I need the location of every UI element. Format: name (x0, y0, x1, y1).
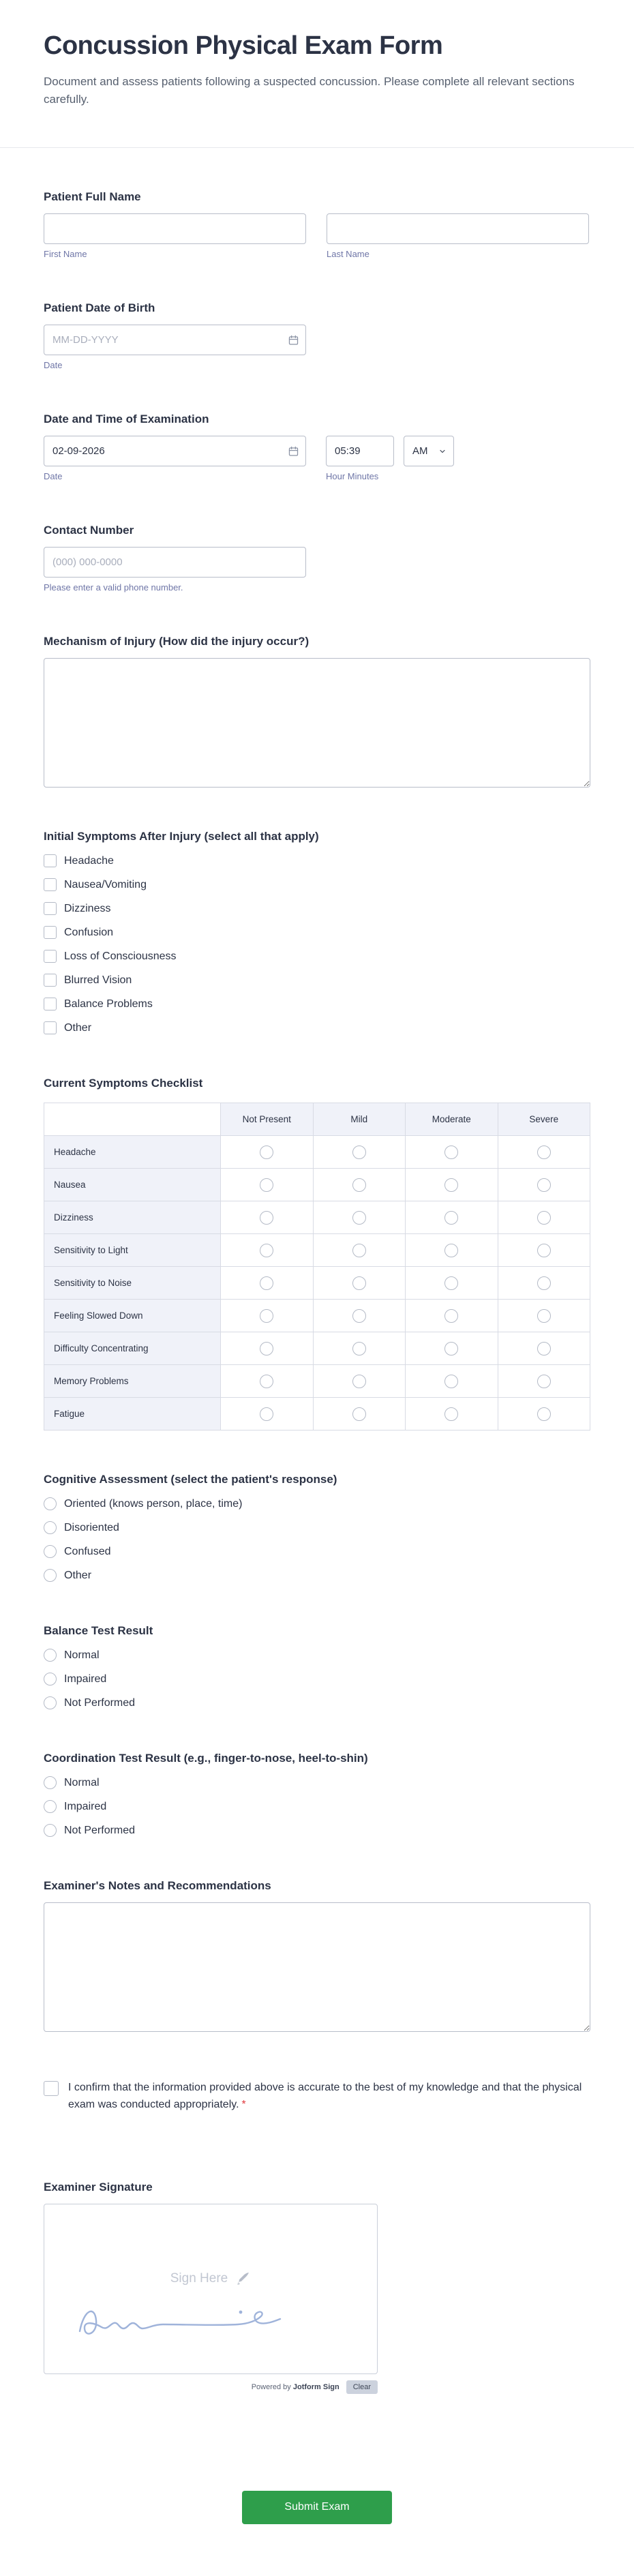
radio-button[interactable] (444, 1276, 458, 1290)
matrix-row-label: Difficulty Concentrating (44, 1332, 220, 1364)
checkbox[interactable] (44, 950, 57, 963)
radio-button[interactable] (444, 1342, 458, 1356)
option-label: Confusion (64, 926, 114, 938)
clear-signature-button[interactable]: Clear (346, 2380, 378, 2394)
initial-symptoms-label: Initial Symptoms After Injury (select all that apply) (44, 830, 319, 843)
radio-button[interactable] (260, 1342, 273, 1356)
confirmation-checkbox[interactable] (44, 2081, 59, 2096)
radio-button[interactable] (44, 1776, 57, 1789)
matrix-column-header: Severe (498, 1103, 590, 1135)
notes-textarea[interactable] (44, 1902, 590, 2032)
radio-button[interactable] (44, 1824, 57, 1837)
question-current-symptoms (44, 1077, 590, 1431)
signature-footer (44, 2380, 378, 2394)
question-initial-symptoms (44, 830, 590, 1034)
radio-option[interactable] (44, 1696, 135, 1709)
checkbox-option[interactable] (44, 1021, 91, 1034)
matrix-radio-cell[interactable] (220, 1300, 313, 1332)
checkbox[interactable] (44, 1021, 57, 1034)
radio-button[interactable] (444, 1145, 458, 1159)
exam-time-input[interactable] (326, 436, 394, 466)
radio-button[interactable] (260, 1309, 273, 1323)
page-title: Concussion Physical Exam Form (44, 31, 443, 60)
radio-button[interactable] (352, 1375, 366, 1388)
checkbox-option[interactable] (44, 950, 177, 963)
radio-button[interactable] (352, 1145, 366, 1159)
matrix-radio-cell[interactable] (405, 1267, 498, 1299)
calendar-icon[interactable] (288, 334, 299, 346)
option-label: Normal (64, 1776, 100, 1788)
radio-button[interactable] (44, 1673, 57, 1686)
radio-button[interactable] (537, 1211, 551, 1225)
checkbox[interactable] (44, 926, 57, 939)
coordination-label: Coordination Test Result (e.g., finger-to-nose, heel-to-shin) (44, 1752, 368, 1765)
radio-button[interactable] (352, 1244, 366, 1257)
matrix-radio-cell[interactable] (498, 1300, 590, 1332)
option-label: Balance Problems (64, 998, 153, 1010)
radio-button[interactable] (444, 1407, 458, 1421)
matrix-radio-cell[interactable] (313, 1300, 406, 1332)
signature-pad[interactable] (44, 2204, 378, 2374)
radio-button[interactable] (260, 1407, 273, 1421)
radio-button[interactable] (260, 1276, 273, 1290)
option-label: Headache (64, 854, 114, 867)
checkbox-option[interactable] (44, 902, 110, 915)
submit-button[interactable]: Submit Exam (242, 2491, 391, 2524)
matrix-row (44, 1201, 590, 1233)
option-label: Oriented (knows person, place, time) (64, 1497, 243, 1510)
matrix-radio-cell[interactable] (498, 1332, 590, 1364)
checkbox-option[interactable] (44, 926, 113, 939)
matrix-radio-cell[interactable] (220, 1332, 313, 1364)
matrix-row-label: Nausea (44, 1169, 220, 1201)
radio-button[interactable] (444, 1375, 458, 1388)
radio-button[interactable] (260, 1178, 273, 1192)
radio-button[interactable] (444, 1178, 458, 1192)
matrix-column-header: Mild (313, 1103, 406, 1135)
radio-button[interactable] (352, 1276, 366, 1290)
matrix-radio-cell[interactable] (313, 1398, 406, 1430)
option-label: Not Performed (64, 1824, 136, 1836)
radio-button[interactable] (260, 1145, 273, 1159)
matrix-radio-cell[interactable] (220, 1365, 313, 1397)
matrix-radio-cell[interactable] (498, 1365, 590, 1397)
coordination-options (44, 1776, 590, 1837)
option-label: Nausea/Vomiting (64, 878, 147, 890)
matrix-row-label: Memory Problems (44, 1365, 220, 1397)
radio-option[interactable] (44, 1800, 106, 1813)
question-exam-datetime (44, 413, 590, 481)
matrix-radio-cell[interactable] (405, 1201, 498, 1233)
matrix-radio-cell[interactable] (220, 1234, 313, 1266)
calendar-icon[interactable] (288, 445, 299, 457)
sign-here-prompt: Sign Here (44, 2271, 377, 2287)
radio-button[interactable] (537, 1178, 551, 1192)
option-label: Blurred Vision (64, 974, 132, 986)
last-name-sublabel: Last Name (327, 249, 369, 259)
radio-option[interactable] (44, 1673, 106, 1686)
radio-button[interactable] (537, 1342, 551, 1356)
confirmation-row (44, 2080, 590, 2114)
matrix-radio-cell[interactable] (405, 1332, 498, 1364)
radio-button[interactable] (44, 1545, 57, 1558)
option-label: Loss of Consciousness (64, 950, 177, 962)
matrix-row-label: Feeling Slowed Down (44, 1300, 220, 1332)
matrix-radio-cell[interactable] (498, 1234, 590, 1266)
contact-number-input[interactable] (44, 547, 306, 578)
matrix-row (44, 1364, 590, 1397)
matrix-radio-cell[interactable] (220, 1201, 313, 1233)
matrix-row-label: Headache (44, 1136, 220, 1168)
chevron-down-icon (438, 447, 447, 455)
matrix-row (44, 1266, 590, 1299)
option-label: Not Performed (64, 1696, 136, 1709)
checkbox-option[interactable] (44, 974, 132, 987)
checkbox[interactable] (44, 998, 57, 1010)
submit-row (44, 2491, 590, 2524)
matrix-radio-cell[interactable] (313, 1201, 406, 1233)
option-label: Other (64, 1021, 92, 1034)
matrix-row (44, 1168, 590, 1201)
last-name-input[interactable] (327, 213, 589, 244)
radio-button[interactable] (444, 1211, 458, 1225)
matrix-row-label: Sensitivity to Noise (44, 1267, 220, 1299)
checkbox[interactable] (44, 854, 57, 867)
radio-button[interactable] (352, 1407, 366, 1421)
exam-time-sublabel: Hour Minutes (326, 471, 379, 481)
matrix-radio-cell[interactable] (313, 1332, 406, 1364)
checkbox-option[interactable] (44, 998, 153, 1010)
question-examiner-notes (44, 1879, 590, 2032)
question-balance-test (44, 1624, 590, 1709)
radio-button[interactable] (537, 1276, 551, 1290)
powered-by-text: Powered by Jotform Sign (251, 2382, 339, 2391)
matrix-row (44, 1397, 590, 1430)
radio-button[interactable] (260, 1244, 273, 1257)
dob-sublabel: Date (44, 360, 63, 370)
matrix-radio-cell[interactable] (313, 1365, 406, 1397)
matrix-radio-cell[interactable] (405, 1398, 498, 1430)
matrix-header-row (44, 1103, 590, 1135)
mechanism-textarea[interactable] (44, 658, 590, 788)
matrix-radio-cell[interactable] (313, 1169, 406, 1201)
pen-icon (235, 2271, 251, 2287)
matrix-radio-cell[interactable] (498, 1136, 590, 1168)
radio-button[interactable] (352, 1211, 366, 1225)
matrix-radio-cell[interactable] (220, 1267, 313, 1299)
checkbox-option[interactable] (44, 854, 114, 867)
radio-option[interactable] (44, 1545, 111, 1558)
matrix-radio-cell[interactable] (313, 1136, 406, 1168)
checkbox[interactable] (44, 878, 57, 891)
first-name-sublabel: First Name (44, 249, 87, 259)
matrix-radio-cell[interactable] (220, 1169, 313, 1201)
matrix-row (44, 1332, 590, 1364)
radio-button[interactable] (537, 1244, 551, 1257)
patient-full-name-label: Patient Full Name (44, 190, 141, 203)
question-examiner-signature (44, 2181, 590, 2394)
matrix-row (44, 1233, 590, 1266)
dob-input[interactable] (44, 325, 306, 355)
option-label: Impaired (64, 1673, 107, 1685)
matrix-row-label: Fatigue (44, 1398, 220, 1430)
question-coordination-test (44, 1752, 590, 1837)
radio-button[interactable] (444, 1309, 458, 1323)
radio-button[interactable] (44, 1800, 57, 1813)
radio-button[interactable] (44, 1497, 57, 1510)
notes-label: Examiner's Notes and Recommendations (44, 1879, 271, 1892)
dob-label: Patient Date of Birth (44, 301, 155, 314)
radio-button[interactable] (44, 1521, 57, 1534)
option-label: Other (64, 1569, 92, 1581)
matrix-radio-cell[interactable] (405, 1169, 498, 1201)
contact-number-hint: Please enter a valid phone number. (44, 582, 183, 593)
matrix-radio-cell[interactable] (313, 1234, 406, 1266)
checkbox[interactable] (44, 902, 57, 915)
matrix-column-header: Moderate (405, 1103, 498, 1135)
matrix-radio-cell[interactable] (498, 1398, 590, 1430)
balance-options (44, 1649, 590, 1709)
question-cognitive-assessment (44, 1473, 590, 1582)
matrix-radio-cell[interactable] (405, 1300, 498, 1332)
required-asterisk: * (241, 2098, 246, 2110)
radio-option[interactable] (44, 1776, 100, 1789)
option-label: Normal (64, 1649, 100, 1661)
symptoms-table-label: Current Symptoms Checklist (44, 1077, 203, 1090)
radio-option[interactable] (44, 1649, 100, 1662)
exam-date-sublabel: Date (44, 471, 63, 481)
checkbox[interactable] (44, 974, 57, 987)
meridiem-value: AM (412, 445, 428, 457)
mechanism-label: Mechanism of Injury (How did the injury occur?) (44, 635, 310, 648)
meridiem-select[interactable] (404, 436, 454, 466)
radio-option[interactable] (44, 1521, 119, 1534)
symptoms-table (44, 1103, 590, 1431)
signature-label: Examiner Signature (44, 2180, 153, 2193)
signature-scribble (70, 2292, 302, 2346)
balance-label: Balance Test Result (44, 1624, 153, 1637)
option-label: Confused (64, 1545, 111, 1557)
cognitive-options (44, 1497, 590, 1582)
matrix-radio-cell[interactable] (498, 1169, 590, 1201)
radio-button[interactable] (537, 1145, 551, 1159)
header-divider (0, 147, 634, 148)
radio-button[interactable] (352, 1342, 366, 1356)
question-date-of-birth (44, 301, 590, 370)
radio-button[interactable] (44, 1696, 57, 1709)
radio-button[interactable] (44, 1569, 57, 1582)
radio-button[interactable] (537, 1375, 551, 1388)
question-mechanism-of-injury (44, 635, 590, 788)
exam-date-input[interactable] (44, 436, 306, 466)
contact-number-label: Contact Number (44, 524, 134, 537)
matrix-row (44, 1299, 590, 1332)
exam-datetime-label: Date and Time of Examination (44, 413, 209, 425)
page-subtitle: Document and assess patients following a suspected concussion. Please complete all relevant sections carefully. (44, 75, 575, 106)
matrix-row (44, 1135, 590, 1168)
confirmation-text: I confirm that the information provided above is accurate to the best of my knowledge and that the physical exam was conducted appropriately. * (68, 2082, 582, 2110)
question-contact-number (44, 524, 590, 593)
option-label: Dizziness (64, 902, 111, 914)
radio-option[interactable] (44, 1824, 135, 1837)
matrix-radio-cell[interactable] (405, 1365, 498, 1397)
radio-button[interactable] (352, 1309, 366, 1323)
radio-option[interactable] (44, 1497, 242, 1510)
matrix-radio-cell[interactable] (220, 1398, 313, 1430)
cognitive-label: Cognitive Assessment (select the patient's response) (44, 1473, 337, 1486)
matrix-corner-cell (44, 1103, 220, 1135)
matrix-row-label: Dizziness (44, 1201, 220, 1233)
radio-button[interactable] (537, 1309, 551, 1323)
matrix-radio-cell[interactable] (498, 1267, 590, 1299)
matrix-radio-cell[interactable] (220, 1136, 313, 1168)
radio-button[interactable] (352, 1178, 366, 1192)
matrix-radio-cell[interactable] (405, 1234, 498, 1266)
radio-button[interactable] (44, 1649, 57, 1662)
matrix-row-label: Sensitivity to Light (44, 1234, 220, 1266)
option-label: Impaired (64, 1800, 107, 1812)
matrix-column-header: Not Present (220, 1103, 313, 1135)
radio-button[interactable] (260, 1211, 273, 1225)
question-patient-full-name (44, 190, 590, 259)
matrix-radio-cell[interactable] (313, 1267, 406, 1299)
radio-button[interactable] (537, 1407, 551, 1421)
matrix-radio-cell[interactable] (498, 1201, 590, 1233)
initial-symptoms-options (44, 854, 590, 1034)
radio-button[interactable] (444, 1244, 458, 1257)
radio-button[interactable] (260, 1375, 273, 1388)
radio-option[interactable] (44, 1569, 91, 1582)
first-name-input[interactable] (44, 213, 306, 244)
option-label: Disoriented (64, 1521, 119, 1533)
matrix-radio-cell[interactable] (405, 1136, 498, 1168)
checkbox-option[interactable] (44, 878, 147, 891)
